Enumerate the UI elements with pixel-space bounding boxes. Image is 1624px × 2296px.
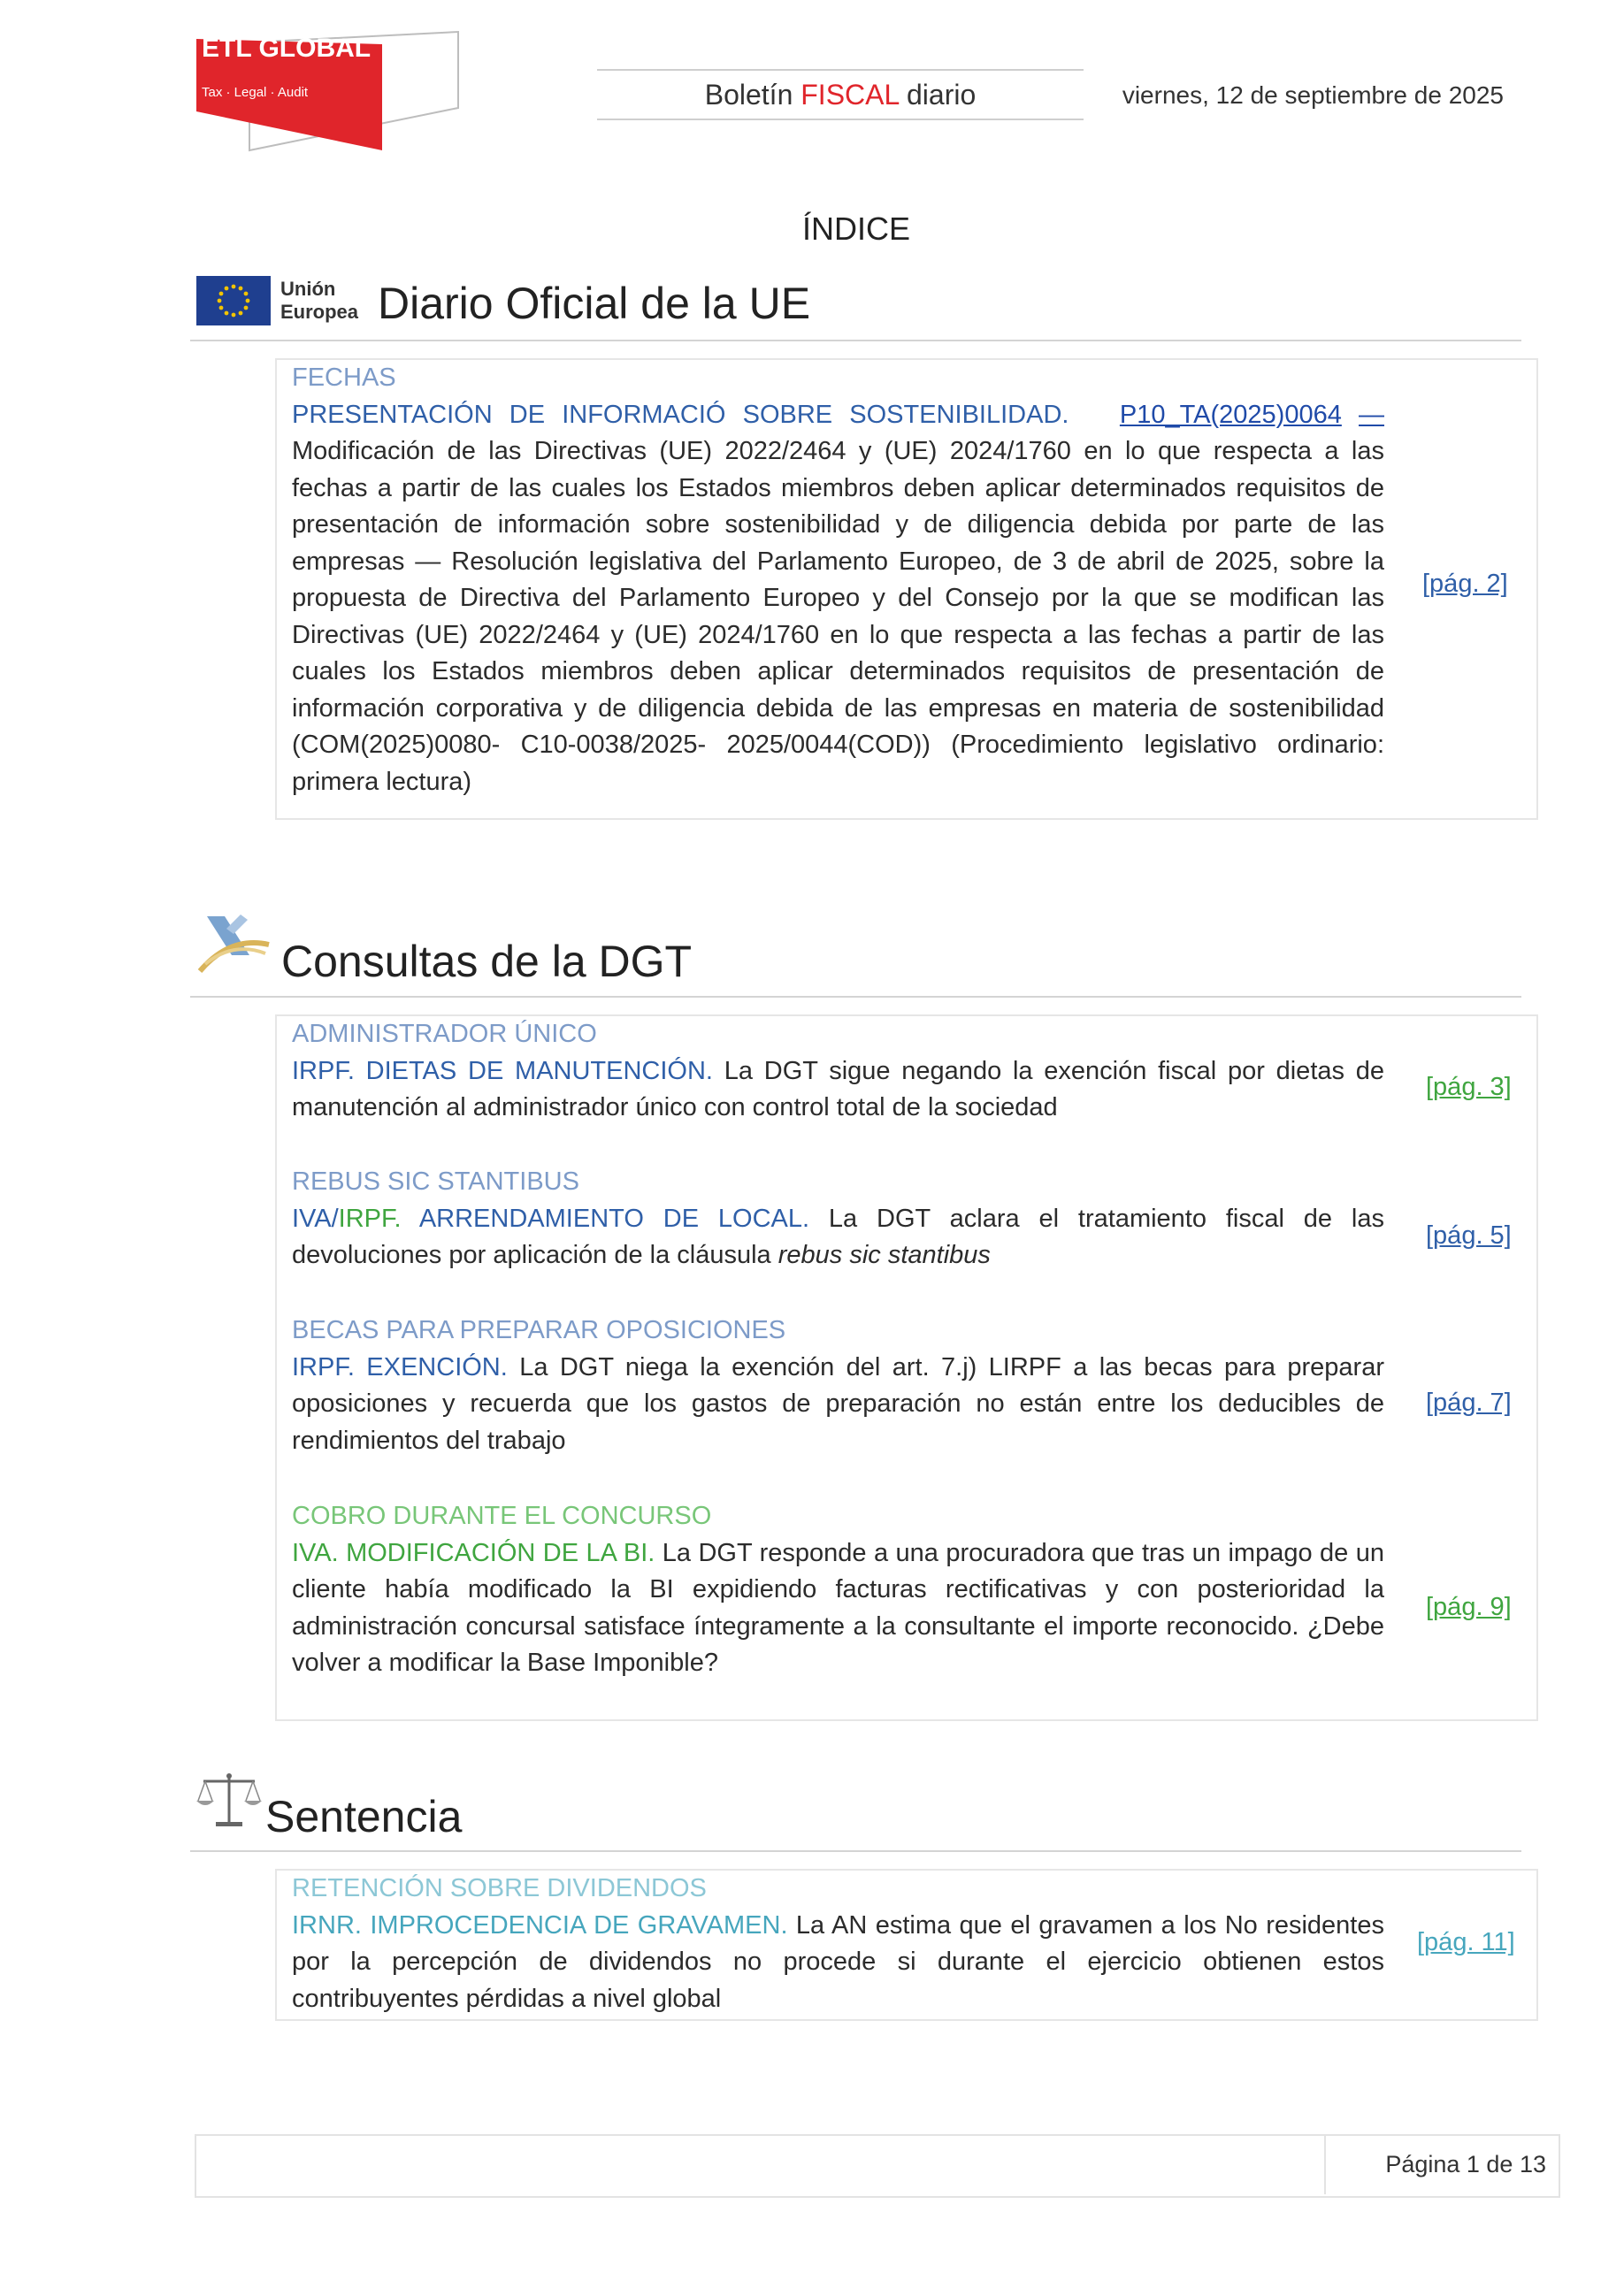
item-heading: IVA. MODIFICACIÓN DE LA BI. xyxy=(292,1538,655,1567)
logo-subtext: Tax · Legal · Audit xyxy=(202,85,309,100)
item-heading: IRNR. IMPROCEDENCIA DE GRAVAMEN. xyxy=(292,1910,788,1940)
item-heading-sep: / xyxy=(331,1204,339,1233)
page-number: Página 1 de 13 xyxy=(1385,2151,1546,2177)
logo-text: ETL GLOBAL xyxy=(202,34,372,63)
etl-global-logo xyxy=(196,27,462,155)
doc-link[interactable]: P10_TA(2025)0064 xyxy=(1119,400,1342,429)
item-body: La AN estima que el gravamen a los No residentes por la percepción de dividendos no procede si durante el ejercicio obtienen estos contribuyentes pérdidas a nivel global xyxy=(292,1910,1384,2013)
dgt-item-3 xyxy=(292,1313,1384,1459)
dgt-item-2 xyxy=(292,1164,1384,1274)
item-heading: IRPF. DIETAS DE MANUTENCIÓN. xyxy=(292,1056,713,1085)
item-category: RETENCIÓN SOBRE DIVIDENDOS xyxy=(292,1874,707,1902)
page-ref-link[interactable]: [pág. 11] xyxy=(1417,1928,1515,1956)
item-heading: PRESENTACIÓN DE INFORMACIÓ SOBRE SOSTENIBILIDAD. xyxy=(292,400,1069,429)
index-title: ÍNDICE xyxy=(801,210,910,247)
ue-item xyxy=(292,360,1384,800)
item-category: FECHAS xyxy=(292,364,396,392)
eu-badge-text xyxy=(280,278,358,324)
item-heading-rest: ARRENDAMIENTO DE LOCAL. xyxy=(401,1204,810,1233)
item-category: COBRO DURANTE EL CONCURSO xyxy=(292,1502,712,1530)
item-body: La DGT sigue negando la exención fiscal por dietas de manutención al administrador único con control total de la sociedad xyxy=(292,1056,1385,1121)
scales-of-justice-icon xyxy=(196,1769,262,1831)
eu-flag-icon xyxy=(196,276,271,325)
item-category: REBUS SIC STANTIBUS xyxy=(292,1167,579,1196)
title-accent: FISCAL xyxy=(801,79,900,111)
section-divider xyxy=(190,996,1521,998)
title-suffix: diario xyxy=(899,79,977,111)
section-title-sentencia: Sentencia xyxy=(265,1792,463,1841)
item-body: La DGT aclara el tratamiento fiscal de las devoluciones por aplicación de la cláusula xyxy=(292,1204,1384,1269)
page-ref-link[interactable]: [pág. 3] xyxy=(1426,1073,1512,1101)
item-body: La DGT responde a una procuradora que tras un impago de un cliente había modificado la BI expidiendo facturas rectificativas y con posterioridad la administración concursal satisface íntegramente a la consultante el importe reconocido. ¿Debe volver a modificar la Base Imponible? xyxy=(292,1538,1384,1677)
page-ref-link[interactable]: [pág. 5] xyxy=(1426,1221,1512,1250)
dgt-item-4 xyxy=(292,1498,1384,1682)
sentencia-item xyxy=(292,1871,1384,2017)
agencia-tributaria-icon xyxy=(195,909,271,976)
item-body: La DGT niega la exención del art. 7.j) LIRPF a las becas para preparar oposiciones y recuerda que los gastos de preparación no están entre los deducibles de rendimientos del trabajo xyxy=(292,1352,1384,1455)
section-divider xyxy=(190,1850,1521,1852)
item-heading: IRPF. EXENCIÓN. xyxy=(292,1352,508,1381)
item-body: Modificación de las Directivas (UE) 2022/2464 y (UE) 2024/1760 en lo que respecta a las fechas a partir de las cuales los Estados miembros deben aplicar determinados requisitos de presentación de información sobre sostenibilidad y de diligencia debida por parte de las empresas — Resolución legislativa del Parlamento Europeo, de 3 de abril de 2025, sobre la propuesta de Directiva del Parlamento Europeo y del Consejo por la que se modifican las Directivas (UE) 2022/2464 y (UE) 2024/1760 en lo que respecta a las fechas a partir de las cuales los Estados miembros deben aplicar determinados requisitos de presentación de información corporativa y de diligencia debida de las empresas en materia de sostenibilidad (COM(2025)0080- C10-0038/2025- 2025/0044(COD)) (Procedimiento legislativo ordinario: primera lectura) xyxy=(292,437,1384,796)
dgt-item-1 xyxy=(292,1016,1384,1127)
page-ref-link[interactable]: [pág. 9] xyxy=(1426,1593,1512,1621)
footer-divider xyxy=(1324,2134,1326,2194)
section-title-dgt: Consultas de la DGT xyxy=(281,937,693,986)
bulletin-date: viernes, 12 de septiembre de 2025 xyxy=(1122,81,1504,109)
eu-badge-line2: Europea xyxy=(280,301,359,323)
page-ref-link[interactable]: [pág. 2] xyxy=(1422,570,1508,598)
title-prefix: Boletín xyxy=(704,79,801,111)
page-ref-link[interactable]: [pág. 7] xyxy=(1426,1389,1512,1417)
eu-badge-line1: Unión xyxy=(280,278,336,300)
section-title-ue: Diario Oficial de la UE xyxy=(378,279,811,328)
item-body-italic: rebus sic stantibus xyxy=(778,1241,991,1269)
item-category: BECAS PARA PREPARAR OPOSICIONES xyxy=(292,1316,786,1344)
section-divider xyxy=(190,340,1521,341)
item-category: ADMINISTRADOR ÚNICO xyxy=(292,1020,597,1048)
bulletin-title xyxy=(597,69,1084,120)
item-heading-irpf: IRPF. xyxy=(338,1204,402,1233)
item-heading-iva: IVA xyxy=(292,1204,332,1233)
doc-link-dash[interactable]: — xyxy=(1359,400,1384,429)
